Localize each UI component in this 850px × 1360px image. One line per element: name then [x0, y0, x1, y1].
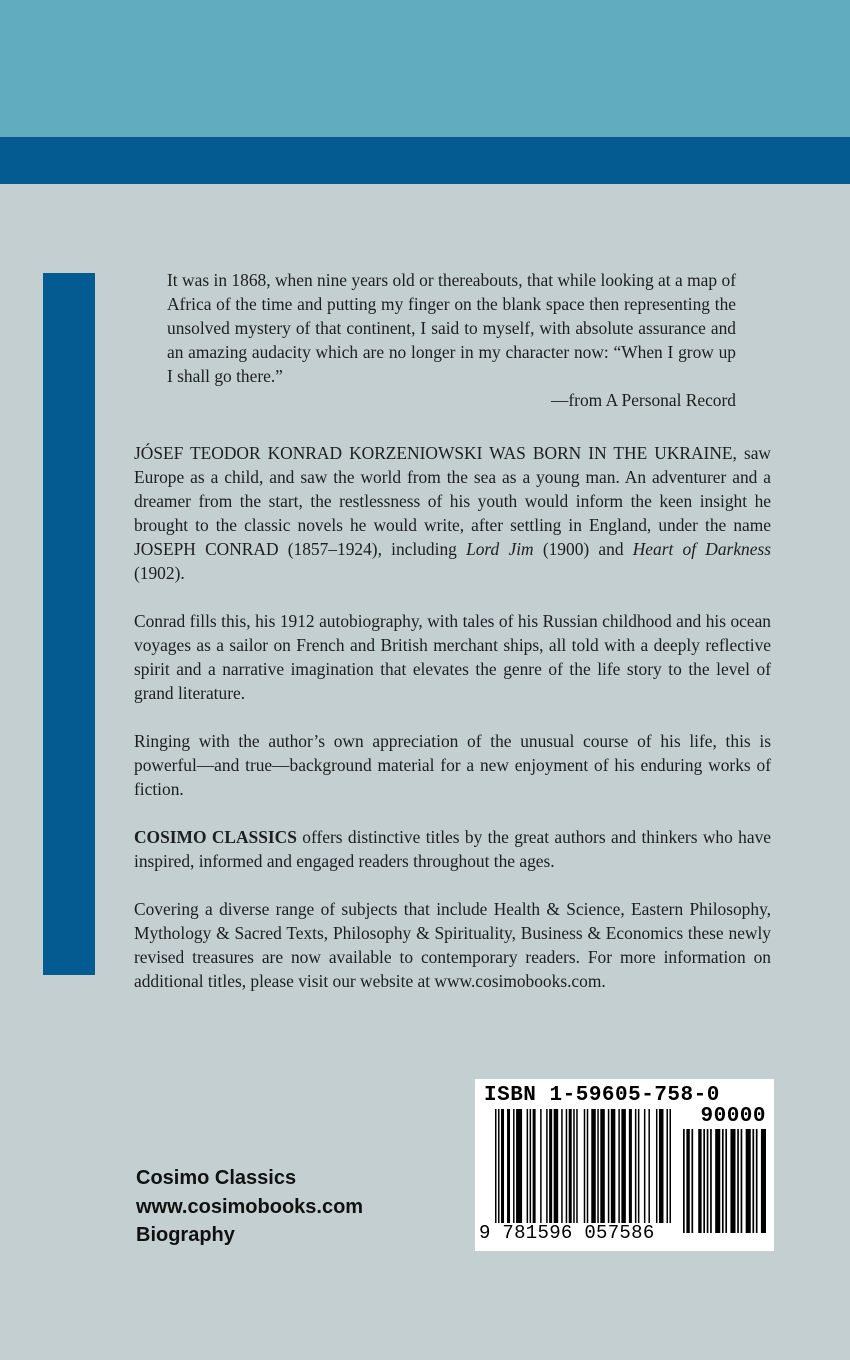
barcode-bar	[683, 1129, 685, 1233]
barcode-bar	[722, 1129, 724, 1233]
barcode-bar	[495, 1109, 497, 1223]
book-category: Biography	[136, 1224, 235, 1246]
dark-blue-band	[0, 137, 850, 184]
barcode-bar	[533, 1109, 536, 1223]
epigraph-quote	[167, 268, 736, 412]
autobiography-paragraph: Conrad fills this, his 1912 autobiography, with tales of his Russian childhood and his ocean voyages as a sailor on French and British merchant ships, all told with a deeply reflective spirit and a narrative imagination that elevates the genre of the life story to the level of grand literature.	[134, 611, 771, 703]
ean-digits: 9 781596 057586	[479, 1222, 655, 1244]
barcode-bar	[540, 1109, 542, 1223]
publisher-footer	[136, 1164, 363, 1250]
publisher-name: Cosimo Classics	[136, 1167, 297, 1189]
barcode-bar	[644, 1109, 646, 1223]
barcode-bar	[566, 1109, 568, 1223]
isbn-text: ISBN 1-59605-758-0	[484, 1084, 720, 1107]
barcode-bar	[621, 1109, 626, 1223]
description-body	[134, 441, 771, 993]
barcode-bar	[573, 1109, 575, 1223]
cosimo-classics-paragraph: COSIMO CLASSICS offers distinctive titles by the great authors and thinkers who have inspired, informed and engaged readers throughout the ages.	[134, 827, 771, 871]
barcode-bar	[576, 1109, 578, 1223]
barcode-bar	[635, 1109, 637, 1223]
quote-text: It was in 1868, when nine years old or thereabouts, that while looking at a map of Africa of the time and putting my finger on the blank space then representing the unsolved mystery of that continent, I said to myself, with absolute assurance and an amazing audacity which are no longer in my character now: “When I grow up I shall go there.”	[167, 270, 736, 386]
appreciation-paragraph: Ringing with the author’s own appreciation of the unusual course of his life, this is powerful—and true—background material for a new enjoyment of his enduring works of fiction.	[134, 731, 771, 799]
subjects-paragraph: Covering a diverse range of subjects that include Health & Science, Eastern Philosophy, Mythology & Sacred Texts, Philosophy & Spirituality, Business & Economics these newly revised treasures are now available to contemporary readers. For more information on additional titles, please visit our website at www.cosimobooks.com.	[134, 899, 771, 991]
barcode-bar	[530, 1109, 532, 1223]
isbn-barcode	[475, 1079, 774, 1251]
title-lord-jim: Lord Jim	[466, 539, 534, 559]
barcode-bar	[741, 1129, 743, 1233]
barcode-bar	[638, 1109, 640, 1223]
addon-bars	[683, 1129, 766, 1233]
barcode-bar	[666, 1109, 668, 1223]
barcode-bar	[707, 1129, 709, 1233]
barcode-bar	[703, 1129, 705, 1233]
barcode-bar	[507, 1109, 510, 1223]
barcode-bar	[587, 1109, 589, 1223]
barcode-bar	[584, 1109, 586, 1223]
barcode-bar	[629, 1109, 632, 1223]
barcode-bar	[656, 1109, 658, 1223]
barcode-bar	[698, 1129, 701, 1233]
barcode-bar	[600, 1109, 605, 1223]
barcode-bar	[569, 1109, 572, 1223]
barcode-bar	[546, 1109, 548, 1223]
barcode-bar	[501, 1109, 504, 1223]
title-heart-of-darkness: Heart of Darkness	[632, 539, 771, 559]
barcode-bar	[513, 1109, 515, 1223]
intro-lead: JÓSEF TEODOR KONRAD KORZENIOWSKI WAS BORN IN THE UKRAINE,	[134, 443, 737, 463]
barcode-bar	[737, 1129, 739, 1233]
barcode-bar	[498, 1109, 500, 1223]
publisher-website: www.cosimobooks.com	[136, 1195, 364, 1218]
barcode-bar	[691, 1129, 693, 1233]
barcode-bar	[670, 1109, 672, 1223]
barcode-bar	[715, 1129, 720, 1233]
barcode-bar	[591, 1109, 596, 1223]
barcode-bar	[554, 1109, 559, 1223]
barcode-bar	[686, 1129, 689, 1233]
barcode-bar	[549, 1109, 552, 1223]
barcode-bar	[608, 1109, 610, 1223]
barcode-bar	[730, 1129, 735, 1233]
barcode-bar	[648, 1109, 650, 1223]
barcode-bar	[659, 1109, 664, 1223]
barcode-bar	[527, 1109, 529, 1223]
quote-source: —from A Personal Record	[551, 390, 736, 410]
barcode-bar	[756, 1129, 758, 1233]
barcode-bar	[561, 1109, 563, 1223]
barcode-bar	[597, 1109, 599, 1223]
price-code: 90000	[700, 1105, 766, 1128]
side-accent-bar	[43, 273, 95, 975]
barcode-bar	[618, 1109, 620, 1223]
cosimo-classics-label: COSIMO CLASSICS	[134, 827, 297, 847]
top-color-band	[0, 0, 850, 137]
barcode-bar	[710, 1129, 712, 1233]
barcode-bar	[725, 1129, 727, 1233]
intro-paragraph: JÓSEF TEODOR KONRAD KORZENIOWSKI WAS BORN IN THE UKRAINE, saw Europe as a child, and saw the world from the sea as a young man. An adventurer and a dreamer from the start, the restlessness of his youth would inform the keen insight he brought to the classic novels he would write, after settling in England, under the name JOSEPH CONRAD (1857–1924), including Lord Jim (1900) and Heart of Darkness (1902).	[134, 443, 771, 583]
barcode-bar	[761, 1129, 766, 1233]
barcode-bar	[516, 1109, 522, 1223]
barcode-bar	[611, 1109, 616, 1223]
barcode-bar	[752, 1129, 754, 1233]
ean-bars	[495, 1109, 671, 1223]
barcode-bar	[746, 1129, 751, 1233]
